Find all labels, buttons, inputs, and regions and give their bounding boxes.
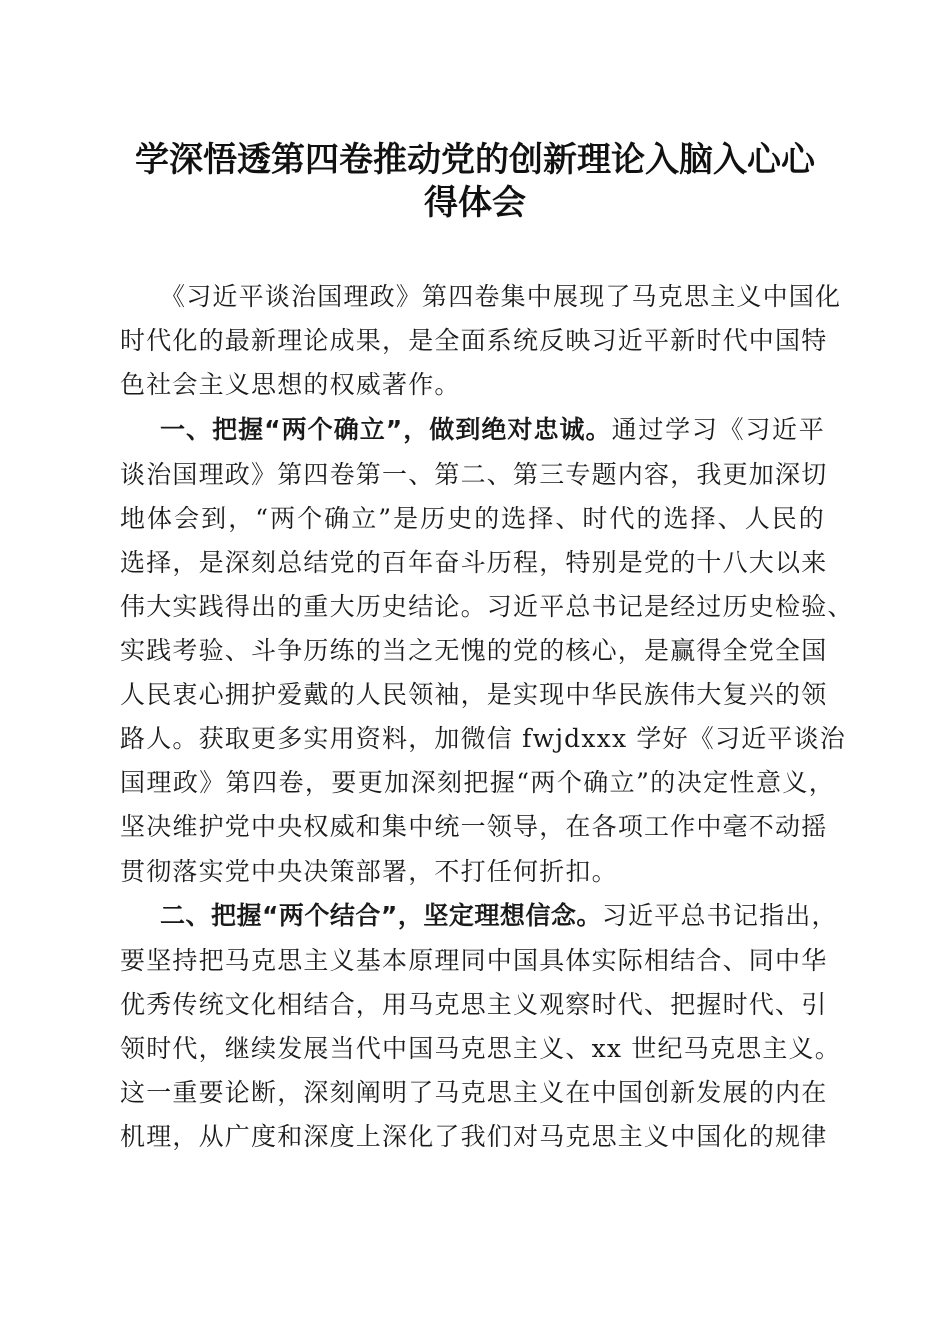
section-1-line: 选择，是深刻总结党的百年奋斗历程，特别是党的十八大以来 (120, 548, 828, 577)
section-2-heading: 二、把握“两个结合”，坚定理想信念。 (160, 901, 602, 930)
section-1-first-line (160, 415, 825, 445)
section-2-first-line (160, 901, 838, 931)
document-title-line-2: 得体会 (424, 183, 526, 223)
section-1-line: 坚决维护党中央权威和集中统一领导，在各项工作中毫不动摇 (120, 812, 828, 841)
section-1-line: 实践考验、斗争历练的当之无愧的党的核心，是赢得全党全国 (120, 636, 828, 665)
section-2-line: 要坚持把马克思主义基本原理同中国具体实际相结合、同中华 (120, 946, 828, 975)
section-2-line: 这一重要论断，深刻阐明了马克思主义在中国创新发展的内在 (120, 1078, 828, 1107)
section-1-line: 人民衷心拥护爱戴的人民领袖，是实现中华民族伟大复兴的领 (120, 680, 828, 709)
section-1-line: 地体会到，“两个确立”是历史的选择、时代的选择、人民的 (120, 504, 825, 533)
section-2-line: 优秀传统文化相结合，用马克思主义观察时代、把握时代、引 (120, 990, 828, 1019)
intro-line: 色社会主义思想的权威著作。 (120, 370, 461, 399)
section-2-first-line-text: 习近平总书记指出， (601, 901, 838, 930)
intro-line: 《习近平谈治国理政》第四卷集中展现了马克思主义中国化 (160, 282, 842, 311)
section-1-line: 国理政》第四卷，要更加深刻把握“两个确立”的决定性意义， (120, 768, 835, 797)
document-title-line-1: 学深悟透第四卷推动党的创新理论入脑入心心 (135, 140, 815, 180)
section-1-line: 路人。获取更多实用资料，加微信 fwjdxxx 学好《习近平谈治 (120, 724, 846, 753)
section-1-line: 贯彻落实党中央决策部署，不打任何折扣。 (120, 857, 618, 886)
intro-line: 时代化的最新理论成果，是全面系统反映习近平新时代中国特 (120, 326, 828, 355)
section-1-first-line-text: 通过学习《习近平 (611, 415, 825, 444)
section-2-line: 领时代，继续发展当代中国马克思主义、xx 世纪马克思主义。 (120, 1034, 841, 1063)
section-1-line: 谈治国理政》第四卷第一、第二、第三专题内容，我更加深切 (120, 460, 828, 489)
section-2-line: 机理，从广度和深度上深化了我们对马克思主义中国化的规律 (120, 1122, 828, 1151)
section-1-heading: 一、把握“两个确立”，做到绝对忠诚。 (160, 415, 612, 444)
section-1-line: 伟大实践得出的重大历史结论。习近平总书记是经过历史检验、 (120, 592, 854, 621)
